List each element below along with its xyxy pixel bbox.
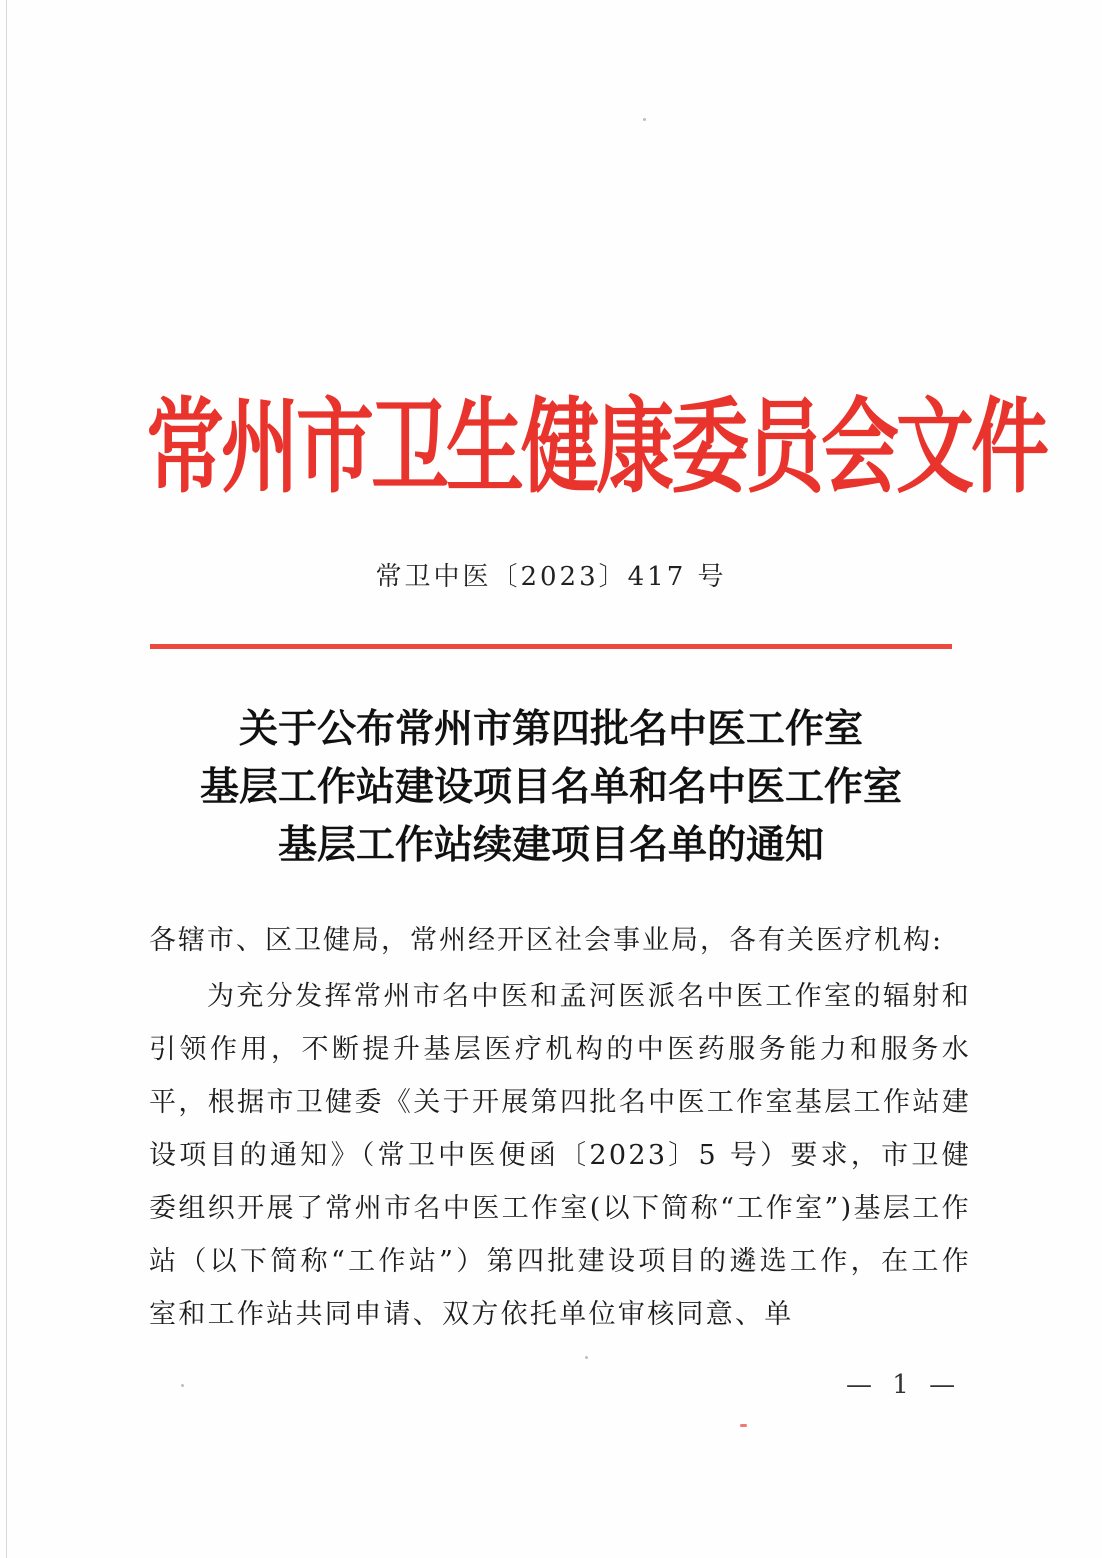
title-line-3: 基层工作站续建项目名单的通知 — [277, 822, 824, 868]
title-line-1: 关于公布常州市第四批名中医工作室 — [238, 706, 863, 752]
document-number: 常卫中医〔2023〕417 号 — [375, 562, 727, 592]
scan-speck — [585, 1356, 588, 1359]
scan-speck — [181, 1384, 184, 1387]
scan-edge-line — [6, 0, 7, 1558]
red-divider-rule — [150, 644, 952, 649]
title-line-2: 基层工作站建设项目名单和名中医工作室 — [199, 764, 902, 810]
scan-speck — [643, 118, 646, 121]
issuer-letterhead: 常州市卫生健康委员会文件 — [146, 387, 1047, 508]
page-number: — 1 — — [846, 1370, 962, 1400]
body-paragraph: 为充分发挥常州市名中医和孟河医派名中医工作室的辐射和引领作用，不断提升基层医疗机构的中医药服务能力和服务水平，根据市卫健委《关于开展第四批名中医工作室基层工作站建设项目的通知》（常卫中医便函〔2023〕5 号）要求，市卫健委组织开展了常州市名中医工作室(以下简称“工作室”)基层工作站（以下简称“工作站”）第四批建设项目的遴选工作，在工作室和工作站共同申请、双方依托单位审核同意、单 — [149, 981, 971, 1330]
scan-speck-red — [740, 1424, 747, 1427]
document-title — [100, 700, 1002, 874]
salutation: 各辖市、区卫健局，常州经开区社会事业局，各有关医疗机构: — [149, 925, 944, 956]
